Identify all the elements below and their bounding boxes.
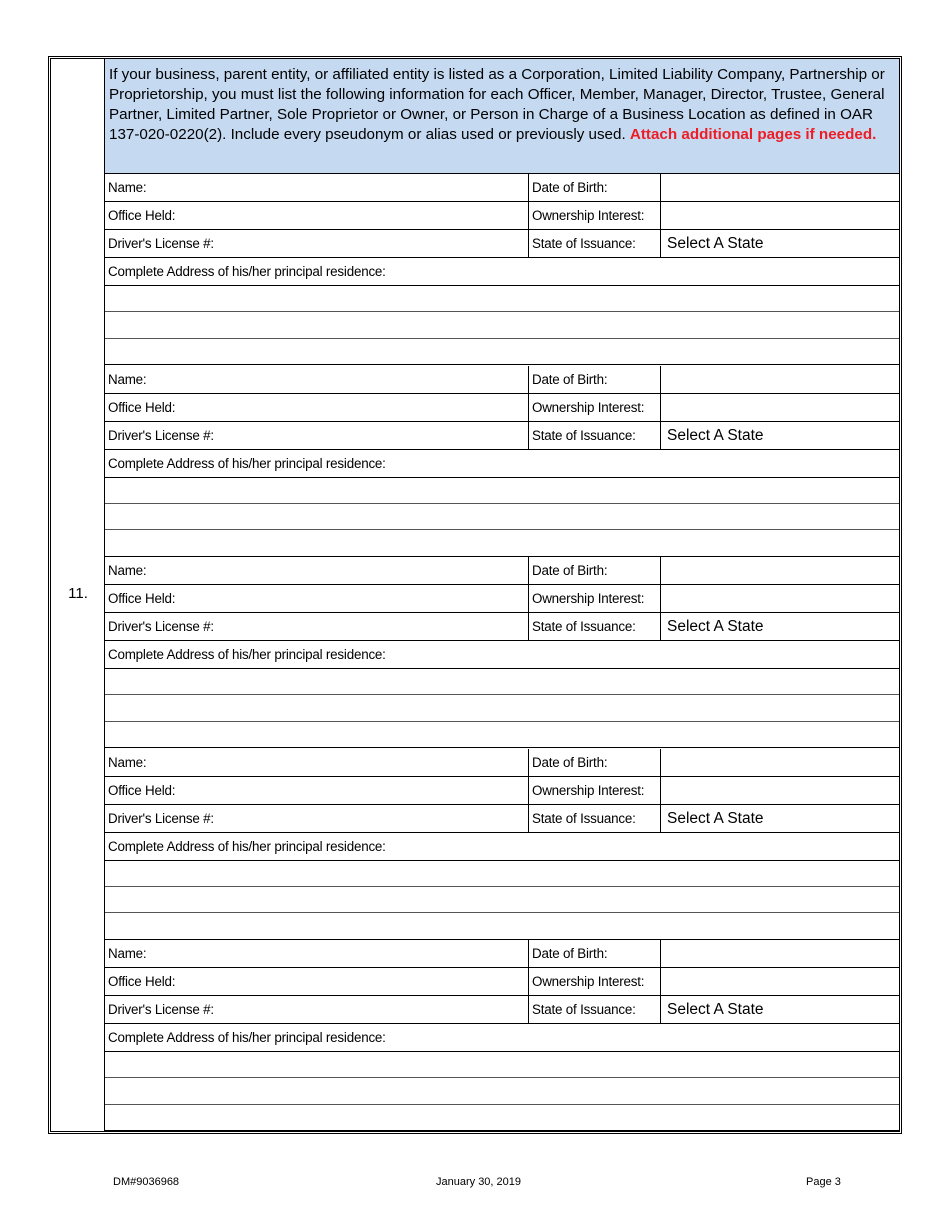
form-row [105, 585, 899, 613]
office-held-field[interactable] [105, 585, 529, 612]
address-label-row [105, 258, 899, 286]
person-block [105, 940, 899, 1131]
drivers-license-field[interactable] [105, 805, 529, 832]
state-of-issuance-label: State of Issuance: [529, 805, 661, 832]
address-line-field[interactable] [105, 887, 899, 913]
form-row [105, 422, 899, 450]
footer-date: January 30, 2019 [436, 1176, 522, 1188]
date-of-birth-label: Date of Birth: [529, 557, 661, 584]
address-line-value[interactable] [105, 1052, 899, 1077]
form-row [105, 805, 899, 833]
office-held-label: Office Held: [108, 399, 176, 415]
address-line-value[interactable] [105, 887, 899, 912]
name-label: Name: [108, 946, 147, 961]
section-body [105, 59, 899, 1131]
office-held-label: Office Held: [108, 974, 176, 989]
name-field[interactable] [105, 940, 529, 967]
date-of-birth-label: Date of Birth: [529, 366, 661, 393]
name-label: Name: [108, 180, 147, 195]
name-label: Name: [108, 754, 147, 770]
person-block [105, 557, 899, 748]
form-row [105, 394, 899, 422]
address-label: Complete Address of his/her principal residence: [108, 1030, 386, 1045]
date-of-birth-field[interactable] [661, 940, 899, 967]
address-line-value[interactable] [105, 696, 899, 721]
form-row [105, 174, 899, 202]
date-of-birth-label: Date of Birth: [529, 174, 661, 201]
section-number-column [51, 59, 105, 1131]
footer-doc-id: DM#9036968 [113, 1176, 180, 1188]
address-line-field[interactable] [105, 286, 899, 312]
form-row [105, 996, 899, 1024]
address-label-row [105, 833, 899, 861]
address-line-value[interactable] [105, 286, 899, 311]
address-line-value[interactable] [105, 531, 899, 556]
state-of-issuance-label: State of Issuance: [529, 422, 661, 449]
form-row [105, 749, 899, 777]
name-field[interactable] [105, 557, 529, 584]
address-line-value[interactable] [105, 914, 899, 939]
address-label: Complete Address of his/her principal residence: [108, 455, 386, 471]
drivers-license-field[interactable] [105, 230, 529, 257]
drivers-license-label: Driver's License #: [108, 427, 214, 443]
date-of-birth-field[interactable] [661, 749, 899, 776]
form-row [105, 557, 899, 585]
ownership-interest-field[interactable] [661, 968, 899, 995]
state-of-issuance-select[interactable]: Select A State [667, 235, 764, 252]
name-label: Name: [108, 563, 147, 578]
ownership-interest-field[interactable] [661, 202, 899, 229]
address-line-value[interactable] [105, 722, 899, 747]
state-of-issuance-label: State of Issuance: [529, 230, 661, 257]
date-of-birth-field[interactable] [661, 366, 899, 393]
address-label-row [105, 1024, 899, 1052]
name-field[interactable] [105, 174, 529, 201]
ownership-interest-label: Ownership Interest: [529, 202, 661, 229]
address-line-value[interactable] [105, 478, 899, 503]
address-line-value[interactable] [105, 669, 899, 694]
address-line-field[interactable] [105, 1105, 899, 1131]
form-row [105, 366, 899, 394]
drivers-license-label: Driver's License #: [108, 1002, 214, 1017]
drivers-license-field[interactable] [105, 613, 529, 640]
state-of-issuance-label: State of Issuance: [529, 613, 661, 640]
address-label: Complete Address of his/her principal residence: [108, 647, 386, 662]
address-line-value[interactable] [105, 861, 899, 886]
ownership-interest-field[interactable] [661, 394, 899, 421]
address-line-field[interactable] [105, 339, 899, 365]
date-of-birth-label: Date of Birth: [529, 940, 661, 967]
address-line-field[interactable] [105, 1079, 899, 1105]
address-line-field[interactable] [105, 861, 899, 887]
date-of-birth-field[interactable] [661, 174, 899, 201]
form-row [105, 968, 899, 996]
address-line-value[interactable] [105, 1105, 899, 1130]
address-line-value[interactable] [105, 1079, 899, 1104]
state-of-issuance-select[interactable]: Select A State [667, 1001, 764, 1018]
address-label-row [105, 641, 899, 669]
address-line-value[interactable] [105, 504, 899, 529]
drivers-license-field[interactable] [105, 422, 529, 449]
state-of-issuance-select[interactable]: Select A State [667, 809, 764, 827]
ownership-interest-field[interactable] [661, 585, 899, 612]
ownership-interest-label: Ownership Interest: [529, 585, 661, 612]
person-block [105, 366, 899, 557]
address-line-field[interactable] [105, 914, 899, 940]
date-of-birth-field[interactable] [661, 557, 899, 584]
address-label-row [105, 450, 899, 478]
drivers-license-label: Driver's License #: [108, 619, 214, 634]
ownership-interest-label: Ownership Interest: [529, 777, 661, 804]
form-row [105, 940, 899, 968]
section-number: 11. [68, 585, 88, 602]
address-line-field[interactable] [105, 504, 899, 530]
address-line-field[interactable] [105, 313, 899, 339]
name-label: Name: [108, 371, 147, 387]
address-line-field[interactable] [105, 722, 899, 748]
footer-page: Page 3 [806, 1176, 841, 1188]
address-line-field[interactable] [105, 669, 899, 695]
address-label: Complete Address of his/her principal residence: [108, 264, 386, 279]
address-line-value[interactable] [105, 313, 899, 338]
section-11-form [48, 56, 902, 1134]
office-held-field[interactable] [105, 202, 529, 229]
instructions-warning: Attach additional pages if needed. [629, 126, 877, 143]
person-block [105, 749, 899, 940]
ownership-interest-label: Ownership Interest: [529, 968, 661, 995]
address-line-field[interactable] [105, 696, 899, 722]
office-held-label: Office Held: [108, 208, 176, 223]
date-of-birth-label: Date of Birth: [529, 749, 661, 776]
office-held-label: Office Held: [108, 591, 176, 606]
drivers-license-field[interactable] [105, 996, 529, 1023]
instructions-text: If your business, parent entity, or affiliated entity is listed as a Corporation, Limited Liability Company, Partnership or Proprietorship, you must list the following information for each Officer, Member, Manager, Director, Trustee, General Partner, Limited Partner, Sole Proprietor or Owner, or Person in Charge of a Business Location as defined in OAR 137-020-0220(2). Include every pseudonym or alias used or previously used. [109, 66, 885, 143]
address-line-field[interactable] [105, 1052, 899, 1078]
office-held-field[interactable] [105, 394, 529, 421]
form-row [105, 777, 899, 805]
office-held-field[interactable] [105, 968, 529, 995]
drivers-license-label: Driver's License #: [108, 236, 214, 251]
office-held-label: Office Held: [108, 782, 176, 798]
instructions-box [105, 59, 899, 174]
state-of-issuance-label: State of Issuance: [529, 996, 661, 1023]
name-field[interactable] [105, 749, 529, 776]
name-field[interactable] [105, 366, 529, 393]
ownership-interest-field[interactable] [661, 777, 899, 804]
address-line-value[interactable] [105, 339, 899, 364]
office-held-field[interactable] [105, 777, 529, 804]
state-of-issuance-select[interactable]: Select A State [667, 426, 764, 444]
form-row [105, 202, 899, 230]
drivers-license-label: Driver's License #: [108, 810, 214, 826]
form-row [105, 613, 899, 641]
form-row [105, 230, 899, 258]
ownership-interest-label: Ownership Interest: [529, 394, 661, 421]
state-of-issuance-select[interactable]: Select A State [667, 618, 764, 635]
address-label: Complete Address of his/her principal residence: [108, 838, 386, 854]
address-line-field[interactable] [105, 478, 899, 504]
address-line-field[interactable] [105, 531, 899, 557]
person-block [105, 174, 899, 365]
